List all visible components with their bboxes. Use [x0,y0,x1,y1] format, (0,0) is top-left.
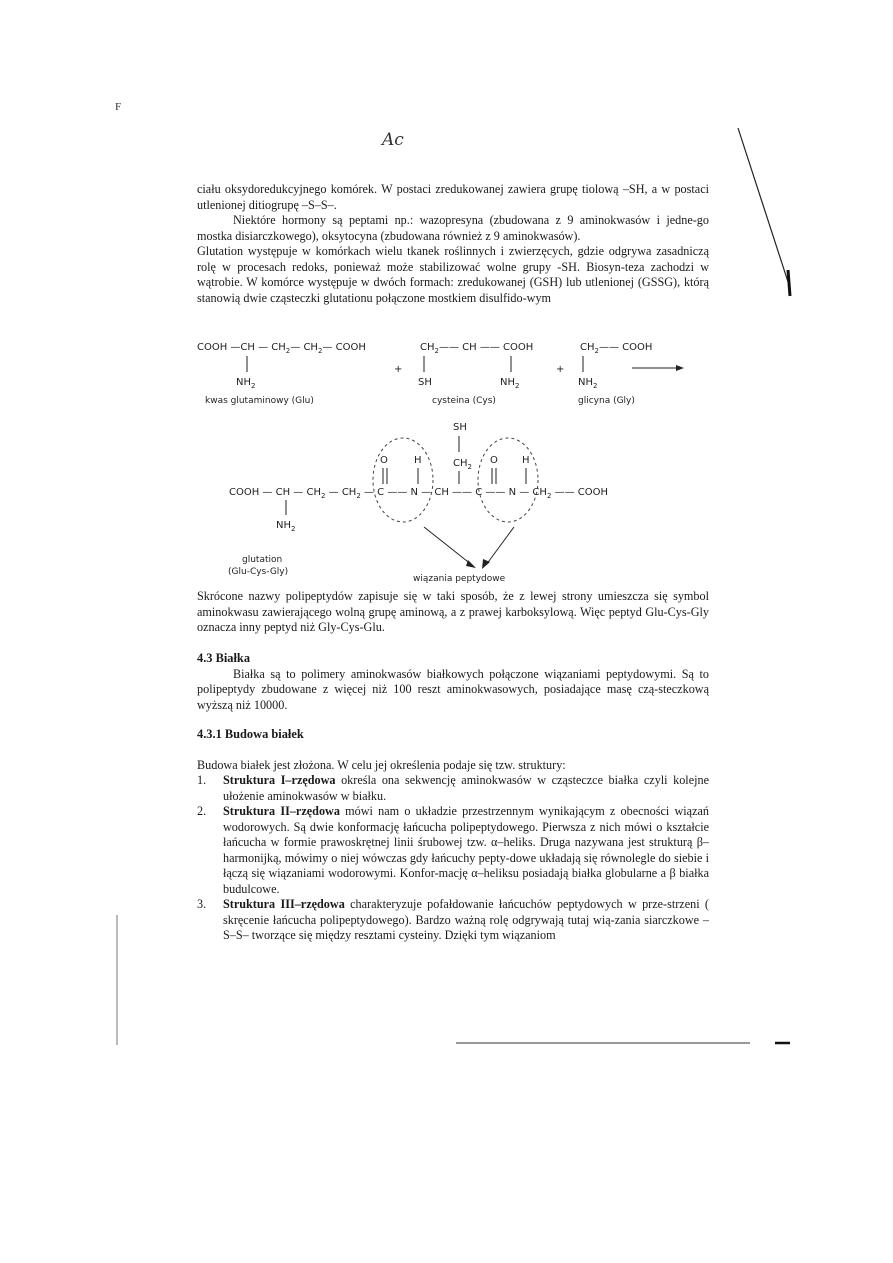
gly-chain: $CH_2——$ COOH [580,342,653,355]
peptide-bond-ellipse-1 [373,438,433,522]
section-4-3 [197,651,709,713]
product-main-chain: COOH — CH — $CH_2$ — $CH_2$ — C —— N — CH —— C —— N — $CH_2$ —— COOH [229,487,609,500]
structure-item-3: 3. Struktura III–rzędowa charakteryzuje pofałdowanie łańcuchów peptydowych w prze-strzeni ( skręcenie łańcucha polipeptydowego). Bardzo ważną rolę odgrywają tutaj wią-zania siarczkowe –S–S– tworzące się między resztami cysteiny. Dzięki tym wiązaniom [197,897,709,942]
intro-paragraph-3: Glutation występuje w komórkach wielu tkanek roślinnych i zwierzęcych, gdzie odgrywa zasadniczą rolę w procesach redoks, ponieważ może stabilizować wolne grupy -SH. Biosyn-teza zachodzi w wątrobie. W komórce występuje w dwóch formach: zredukowanej (GSH) lub utlenionej (GSSG), którą stanowią dwie cząsteczki glutationu połączone mostkiem disulfido-wym [197,244,709,305]
product-name-1: glutation [242,555,283,565]
product-sh: SH [453,422,467,433]
after-scheme-block [197,589,709,636]
plus-1: + [394,364,403,375]
structure-item-2: 2. Struktura II–rzędowa mówi nam o układzie przestrzennym wynikającym z obecności wiązań wodorowych. Są dwie konformację łańcucha polipeptydowego. Pierwsza z nich mówi o kształcie łańcucha w formie prawoskrętnej linii śrubowej tzw. α–heliks. Druga nazywana jest strukturą β–harmonijką, mówimy o niej wówczas gdy łańcuchy pepty-dowe układają się równolegle do siebie i łączą się wiązaniami wodorowymi. Konfor-mację α–heliksu posiadają białka globularne a β białka budulcowe. [197,804,710,896]
section-4-3-paragraph: Białka są to polimery aminokwasów białkowych połączone wiązaniami peptydowymi. Są to polipeptydy zbudowane z więcej niż 100 reszt aminokwasowych, posiadające masę czą-steczkową wyższą niż 10000. [197,666,709,712]
intro-paragraph-1: ciału oksydoredukcyjnego komórek. W postaci zredukowanej zawiera grupę tiolową –SH, a w postaci utlenionej ditiogrupę –S–S–. [197,182,709,212]
peptide-bonds-label: wiązania peptydowe [413,574,506,584]
glu-nh2: $NH_2$ [236,377,256,390]
glu-name: kwas glutaminowy (Glu) [205,396,314,406]
abbrev-paragraph: Skrócone nazwy polipeptydów zapisuje się w taki sposób, że z lewej strony umieszcza się symbol aminokwasu zawierającego wolną grupę aminową, a z prawej karboksylową. Więc peptyd Glu-Cys-Gly oznacza inny peptyd niż Gly-Cys-Glu. [197,589,709,634]
reaction-arrow-head [676,365,684,371]
section-4-3-1-intro: Budowa białek jest złożona. W celu jej określenia podaje się tzw. struktury: [197,757,566,772]
gly-nh2: $NH_2$ [578,377,598,390]
handwritten-page-number: Ac [382,130,404,150]
structure-item-1: 1. Struktura I–rzędowa określa ona sekwencję aminokwasów w cząsteczce białka czyli kolejne ułożenie aminokwasów w białku. [197,773,709,803]
section-4-3-heading: 4.3 Białka [197,651,251,665]
product-o-2: O [490,455,498,466]
structure-list [197,773,709,944]
product-h-1: H [414,455,422,466]
product-o-1: O [380,455,388,466]
plus-2: + [556,364,565,375]
pointer-line-1 [424,527,472,565]
cys-name: cysteina (Cys) [432,396,496,406]
section-4-3-1 [197,727,709,944]
cys-chain: $CH_2——$ CH —— COOH [420,342,534,355]
cys-sh: SH [418,377,432,388]
intro-paragraph-2: Niektóre hormony są peptami np.: wazopresyna (zbudowana z 9 aminokwasów i jedne-go mostka disiarczkowego), oksytocyna (zbudowana również z 9 aminokwasów). [197,213,709,243]
product-ch2-mid: $CH_2$ [453,458,472,471]
product-nh2: $NH_2$ [276,520,296,533]
glu-chain: COOH —CH — $CH_2—$ $CH_2—$ COOH [197,342,366,355]
product-h-2: H [522,455,530,466]
section-4-3-1-heading: 4.3.1 Budowa białek [197,727,304,741]
cys-nh2: $NH_2$ [500,377,520,390]
gly-name: glicyna (Gly) [578,396,635,406]
pointer-line-2 [486,527,514,565]
corner-mark: F [115,101,122,113]
product-name-2: (Glu-Cys-Gly) [228,567,289,577]
peptide-bond-ellipse-2 [478,438,538,522]
